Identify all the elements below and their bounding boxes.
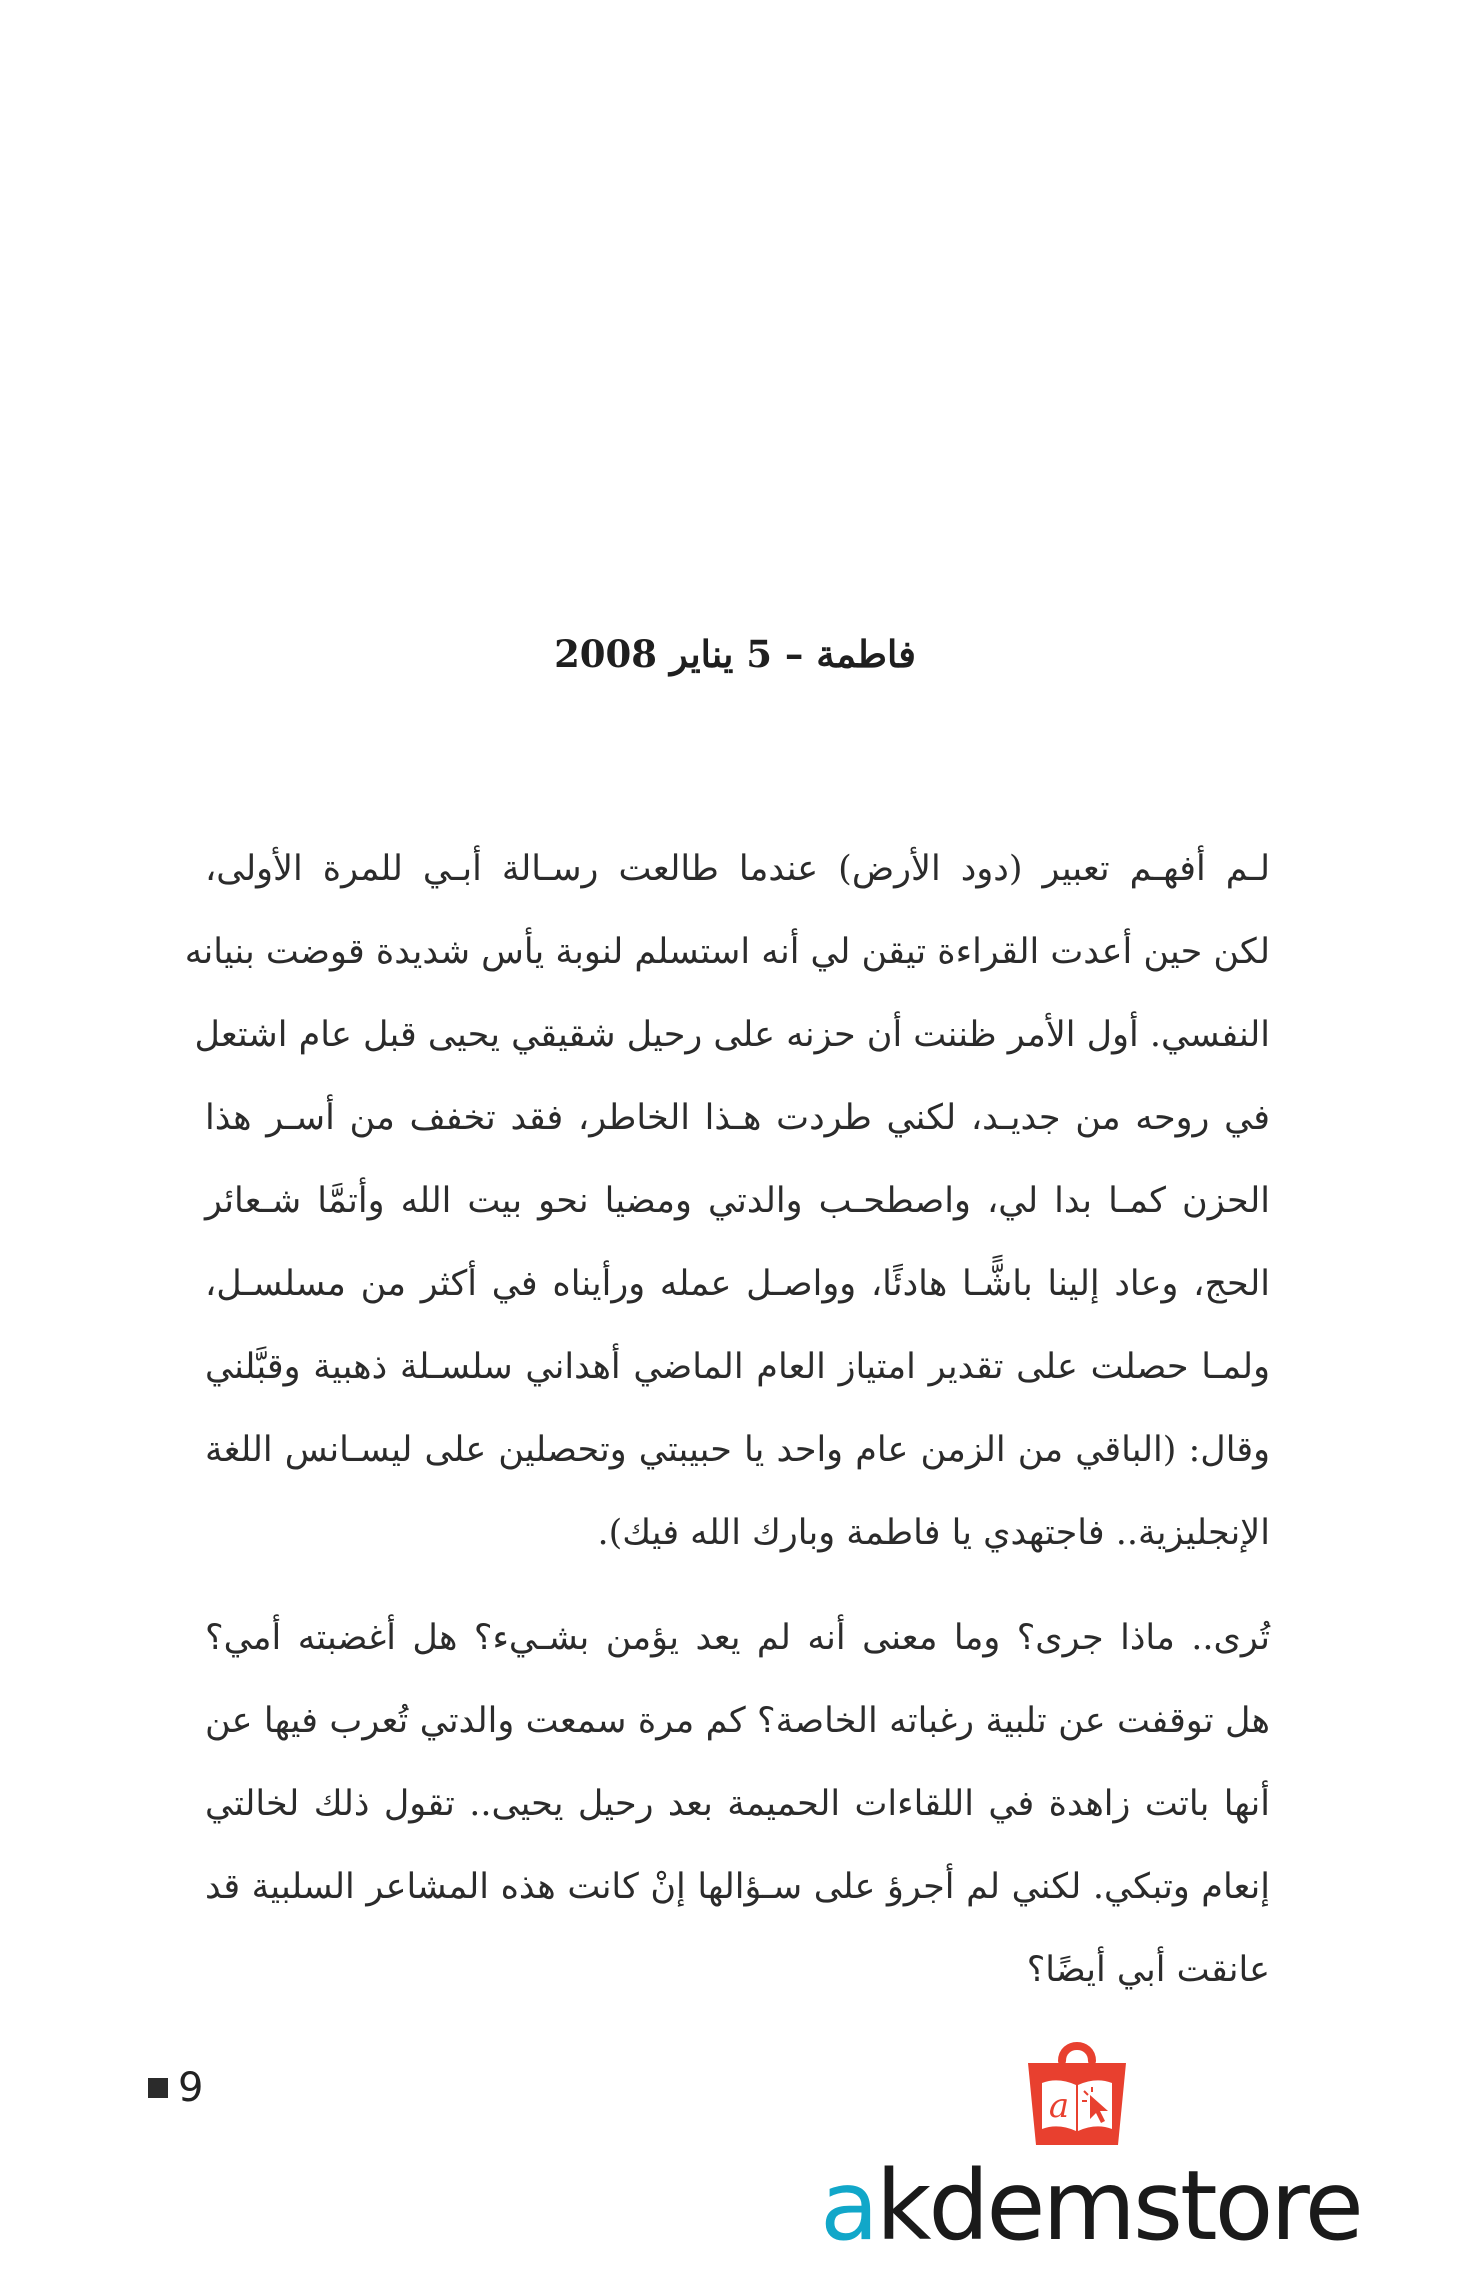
- text-line: هل توقفت عن تلبية رغباته الخاصة؟ كم مرة سمعت والدتي تُعرب فيها عن: [205, 1701, 1270, 1741]
- logo-accent-letter: a: [820, 2150, 876, 2262]
- text-line: الإنجليزية.. فاجتهدي يا فاطمة وبارك الله فيك).: [597, 1513, 1270, 1553]
- text-line: تُرى.. ماذا جرى؟ وما معنى أنه لم يعد يؤمن بشـيء؟ هل أغضبته أمي؟: [205, 1618, 1270, 1658]
- text-line: لكن حين أعدت القراءة تيقن لي أنه استسلم لنوبة يأس شديدة قوضت بنيانه: [184, 932, 1270, 972]
- paragraph-1: [184, 828, 1270, 1575]
- page-number: [148, 2065, 203, 2111]
- logo-icon-letter: a: [1048, 2086, 1070, 2126]
- square-bullet-icon: [148, 2078, 168, 2098]
- text-line: لـم أفهـم تعبير (دود الأرض) عندما طالعت رسـالة أبـي للمرة الأولى،: [205, 849, 1270, 889]
- text-line: الحج، وعاد إلينا باشًّـا هادئًا، وواصـل عمله ورأيناه في أكثر من مسلسـل،: [205, 1264, 1270, 1304]
- text-line: الحزن كمـا بدا لي، واصطحـب والدتي ومضيا نحو بيت الله وأتمَّا شـعائر: [205, 1181, 1270, 1221]
- chapter-title: فاطمة – 5 يناير 2008: [554, 632, 916, 676]
- logo-wordmark-rest: kdemstore: [875, 2150, 1361, 2262]
- text-line: وقال: (الباقي من الزمن عام واحد يا حبيبتي وتحصلين على ليسـانس اللغة: [205, 1430, 1270, 1470]
- paragraph-2: [205, 1597, 1270, 2012]
- page-number-value: 9: [178, 2065, 204, 2111]
- body-text: [184, 828, 1270, 2012]
- text-line: عانقت أبي أيضًا؟: [1026, 1950, 1270, 1990]
- text-line: ولمـا حصلت على تقدير امتياز العام الماضي أهداني سلسـلة ذهبية وقبَّلني: [205, 1347, 1270, 1387]
- text-line: النفسي. أول الأمر ظننت أن حزنه على رحيل شقيقي يحيى قبل عام اشتعل: [194, 1015, 1270, 1055]
- text-line: إنعام وتبكي. لكني لم أجرؤ على سـؤالها إنْ كانت هذه المشاعر السلبية قد: [205, 1867, 1270, 1907]
- shopping-bag-book-icon: [1018, 2033, 1136, 2148]
- text-line: في روحه من جديـد، لكني طردت هـذا الخاطر، فقد تخفف من أسـر هذا: [205, 1098, 1270, 1138]
- text-line: أنها باتت زاهدة في اللقاءات الحميمة بعد رحيل يحيى.. تقول ذلك لخالتي: [205, 1784, 1270, 1824]
- store-logo-wordmark: [820, 2150, 1361, 2262]
